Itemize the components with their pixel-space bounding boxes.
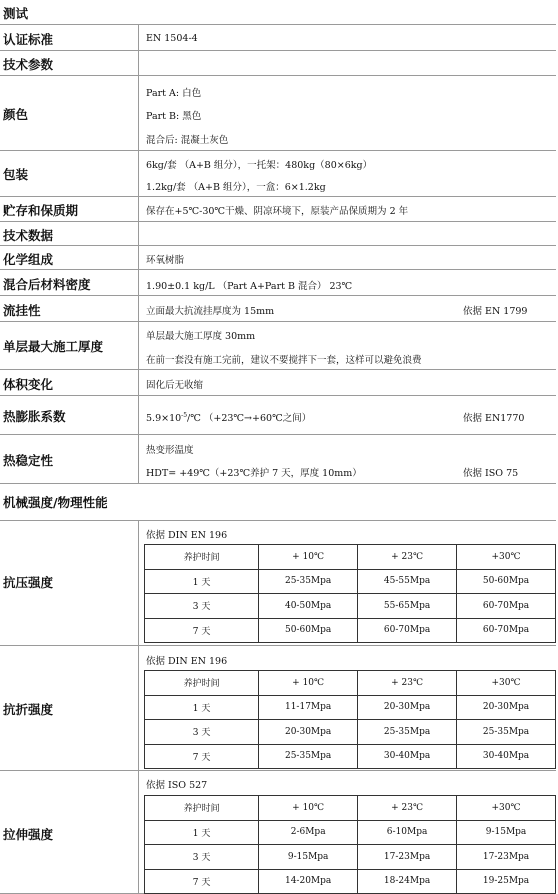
header-cell: + 10℃ <box>259 671 358 696</box>
table-row <box>145 720 556 745</box>
header-cell: + 10℃ <box>259 796 358 821</box>
table-cell: 20-30Mpa <box>259 720 358 745</box>
row-tech-params <box>0 51 556 76</box>
ref-sag: 依据 EN 1799 <box>463 306 528 317</box>
table-cell: 3 天 <box>145 720 259 745</box>
column-divider <box>138 296 139 321</box>
label-certification: 认证标准 <box>3 32 54 47</box>
label-storage: 贮存和保质期 <box>3 203 79 218</box>
table-row <box>145 569 556 594</box>
table-cell: 7 天 <box>145 744 259 769</box>
table-row <box>145 695 556 720</box>
column-divider <box>138 76 139 150</box>
table-cell: 19-25Mpa <box>457 869 556 894</box>
label-packaging: 包装 <box>3 167 29 182</box>
header-cell: +30℃ <box>457 671 556 696</box>
value-color-part-b: Part B: 黑色 <box>146 111 202 122</box>
column-divider <box>138 151 139 196</box>
table-cell: 30-40Mpa <box>358 744 457 769</box>
table-cell: 2-6Mpa <box>259 820 358 845</box>
label-density: 混合后材料密度 <box>3 277 91 292</box>
table-cell: 50-60Mpa <box>259 618 358 643</box>
table-cell: 1 天 <box>145 695 259 720</box>
value-density: 1.90±0.1 kg/L （Part A+Part B 混合） 23℃ <box>146 281 353 292</box>
label-volume-change: 体积变化 <box>3 377 54 392</box>
table-header-row <box>145 545 556 570</box>
table-cell: 3 天 <box>145 594 259 619</box>
column-divider <box>138 270 139 295</box>
header-cell: 养护时间 <box>145 545 259 570</box>
table-row <box>145 869 556 894</box>
value-volume-change: 固化后无收缩 <box>146 380 204 391</box>
table-cell: 40-50Mpa <box>259 594 358 619</box>
row-chemistry <box>0 246 556 270</box>
ref-thermal-expansion: 依据 EN1770 <box>463 413 525 424</box>
table-cell: 6-10Mpa <box>358 820 457 845</box>
column-divider <box>138 246 139 269</box>
header-cell: + 23℃ <box>358 796 457 821</box>
table-row <box>145 594 556 619</box>
row-layer-thickness <box>0 322 556 370</box>
table-cell: 25-35Mpa <box>457 720 556 745</box>
header-cell: + 23℃ <box>358 545 457 570</box>
label-color: 颜色 <box>3 107 29 122</box>
table-cell: 60-70Mpa <box>358 618 457 643</box>
value-thermal-stability-line2: HDT= +49℃（+23℃养护 7 天，厚度 10mm） <box>146 468 362 479</box>
ref-thermal-stability: 依据 ISO 75 <box>463 468 519 479</box>
column-divider <box>138 521 139 645</box>
flexural-table <box>144 670 556 769</box>
table-cell: 7 天 <box>145 869 259 894</box>
row-sag <box>0 296 556 322</box>
value-color-mixed: 混合后: 混凝土灰色 <box>146 135 229 146</box>
table-row <box>145 820 556 845</box>
table-cell: 17-23Mpa <box>358 845 457 870</box>
column-divider <box>138 197 139 221</box>
column-divider <box>138 322 139 369</box>
row-volume-change <box>0 370 556 396</box>
tensile-table <box>144 795 556 894</box>
table-row <box>145 618 556 643</box>
table-header-row <box>145 796 556 821</box>
label-test: 测试 <box>3 6 29 21</box>
value-layer-thickness-line2: 在前一套没有施工完前，建议不要搅拌下一套，这样可以避免浪费 <box>146 355 422 366</box>
row-density <box>0 270 556 296</box>
table-cell: 17-23Mpa <box>457 845 556 870</box>
label-thermal-stability: 热稳定性 <box>3 453 54 468</box>
ref-flexural: 依据 DIN EN 196 <box>146 656 228 667</box>
header-cell: 养护时间 <box>145 796 259 821</box>
header-cell: 养护时间 <box>145 671 259 696</box>
value-packaging-line2: 1.2kg/套 （A+B 组分），一盒：6×1.2kg <box>146 182 326 193</box>
table-cell: 50-60Mpa <box>457 569 556 594</box>
row-test <box>0 0 556 25</box>
label-tensile: 拉伸强度 <box>3 827 54 842</box>
table-cell: 3 天 <box>145 845 259 870</box>
row-color <box>0 76 556 151</box>
column-divider <box>138 222 139 245</box>
table-row <box>145 845 556 870</box>
value-chemistry: 环氧树脂 <box>146 255 185 266</box>
label-flexural: 抗折强度 <box>3 702 54 717</box>
row-thermal-stability <box>0 435 556 484</box>
value-layer-thickness-line1: 单层最大施工厚度 30mm <box>146 331 256 342</box>
table-cell: 14-20Mpa <box>259 869 358 894</box>
table-cell: 45-55Mpa <box>358 569 457 594</box>
table-cell: 25-35Mpa <box>259 569 358 594</box>
ref-compressive: 依据 DIN EN 196 <box>146 530 228 541</box>
row-mechanical <box>0 484 556 521</box>
label-tech-params: 技术参数 <box>3 57 54 72</box>
table-cell: 60-70Mpa <box>457 618 556 643</box>
header-cell: +30℃ <box>457 545 556 570</box>
table-cell: 25-35Mpa <box>358 720 457 745</box>
table-cell: 11-17Mpa <box>259 695 358 720</box>
label-sag: 流挂性 <box>3 303 41 318</box>
table-cell: 1 天 <box>145 820 259 845</box>
ref-tensile: 依据 ISO 527 <box>146 780 208 791</box>
row-storage <box>0 197 556 222</box>
table-cell: 1 天 <box>145 569 259 594</box>
column-divider <box>138 646 139 770</box>
table-cell: 20-30Mpa <box>457 695 556 720</box>
label-compressive: 抗压强度 <box>3 575 54 590</box>
column-divider <box>138 396 139 434</box>
table-header-row <box>145 671 556 696</box>
label-thermal-expansion: 热膨胀系数 <box>3 409 66 424</box>
label-chemistry: 化学组成 <box>3 252 54 267</box>
label-mechanical: 机械强度/物理性能 <box>3 495 108 510</box>
column-divider <box>138 435 139 483</box>
column-divider <box>138 370 139 395</box>
table-cell: 9-15Mpa <box>259 845 358 870</box>
thermal-value-base: 5.9×10 <box>146 413 182 424</box>
table-cell: 9-15Mpa <box>457 820 556 845</box>
value-certification: EN 1504-4 <box>146 33 198 44</box>
row-packaging <box>0 151 556 197</box>
thermal-value-exponent: -5 <box>181 411 188 419</box>
table-cell: 60-70Mpa <box>457 594 556 619</box>
header-cell: +30℃ <box>457 796 556 821</box>
row-flexural <box>0 646 556 771</box>
row-tensile <box>0 771 556 894</box>
thermal-value-unit: /℃ （+23℃→+60℃之间） <box>187 413 312 424</box>
table-cell: 55-65Mpa <box>358 594 457 619</box>
value-packaging-line1: 6kg/套 （A+B 组分），一托架：480kg（80×6kg） <box>146 160 373 171</box>
table-cell: 25-35Mpa <box>259 744 358 769</box>
value-storage: 保存在+5℃-30℃干燥、阴凉环境下，原装产品保质期为 2 年 <box>146 206 409 217</box>
value-thermal-expansion <box>146 410 311 424</box>
table-cell: 18-24Mpa <box>358 869 457 894</box>
label-layer-thickness: 单层最大施工厚度 <box>3 339 104 354</box>
value-thermal-stability-line1: 热变形温度 <box>146 445 194 456</box>
row-compressive <box>0 521 556 646</box>
table-cell: 7 天 <box>145 618 259 643</box>
column-divider <box>138 771 139 893</box>
label-tech-data: 技术数据 <box>3 228 54 243</box>
compressive-table <box>144 544 556 643</box>
column-divider <box>138 25 139 50</box>
row-tech-data <box>0 222 556 246</box>
value-color-part-a: Part A: 白色 <box>146 88 202 99</box>
table-cell: 20-30Mpa <box>358 695 457 720</box>
header-cell: + 10℃ <box>259 545 358 570</box>
value-sag: 立面最大抗流挂厚度为 15mm <box>146 306 275 317</box>
header-cell: + 23℃ <box>358 671 457 696</box>
row-certification <box>0 25 556 51</box>
table-row <box>145 744 556 769</box>
column-divider <box>138 51 139 75</box>
table-cell: 30-40Mpa <box>457 744 556 769</box>
row-thermal-expansion <box>0 396 556 435</box>
